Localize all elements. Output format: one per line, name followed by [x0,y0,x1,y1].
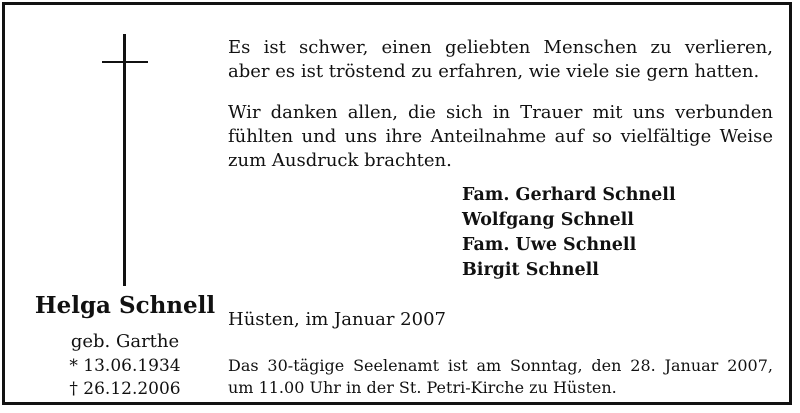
signer: Fam. Uwe Schnell [462,235,637,255]
mass-notice-line: Das 30-tägige Seelenamt ist am Sonntag, den 28. Januar 2007, [228,356,773,375]
message-paragraph-1 [228,36,773,84]
message-line: zum Ausdruck brachten. [228,150,452,171]
signers-list [462,183,676,283]
message-line: Wir danken allen, die sich in Trauer mit uns verbunden [228,102,773,123]
signer: Birgit Schnell [462,260,599,280]
mass-notice-line: um 11.00 Uhr in der St. Petri-Kirche zu Hüsten. [228,378,617,397]
cross-icon [102,34,148,286]
message-line: Es ist schwer, einen geliebten Menschen zu verlieren, [228,37,773,58]
deceased-name: Helga Schnell [34,292,216,319]
death-date: † 26.12.2006 [69,379,181,399]
signer: Fam. Gerhard Schnell [462,185,676,205]
birth-date: * 13.06.1934 [69,356,181,376]
maiden-name: geb. Garthe [70,331,180,352]
signer: Wolfgang Schnell [462,210,634,230]
message-paragraph-2 [228,101,773,173]
message-line: aber es ist tröstend zu erfahren, wie viele sie gern hatten. [228,61,760,82]
message-line: fühlten und uns ihre Anteilnahme auf so vielfältige Weise [228,126,773,147]
mass-notice [228,355,773,399]
place-date: Hüsten, im Januar 2007 [228,309,446,330]
